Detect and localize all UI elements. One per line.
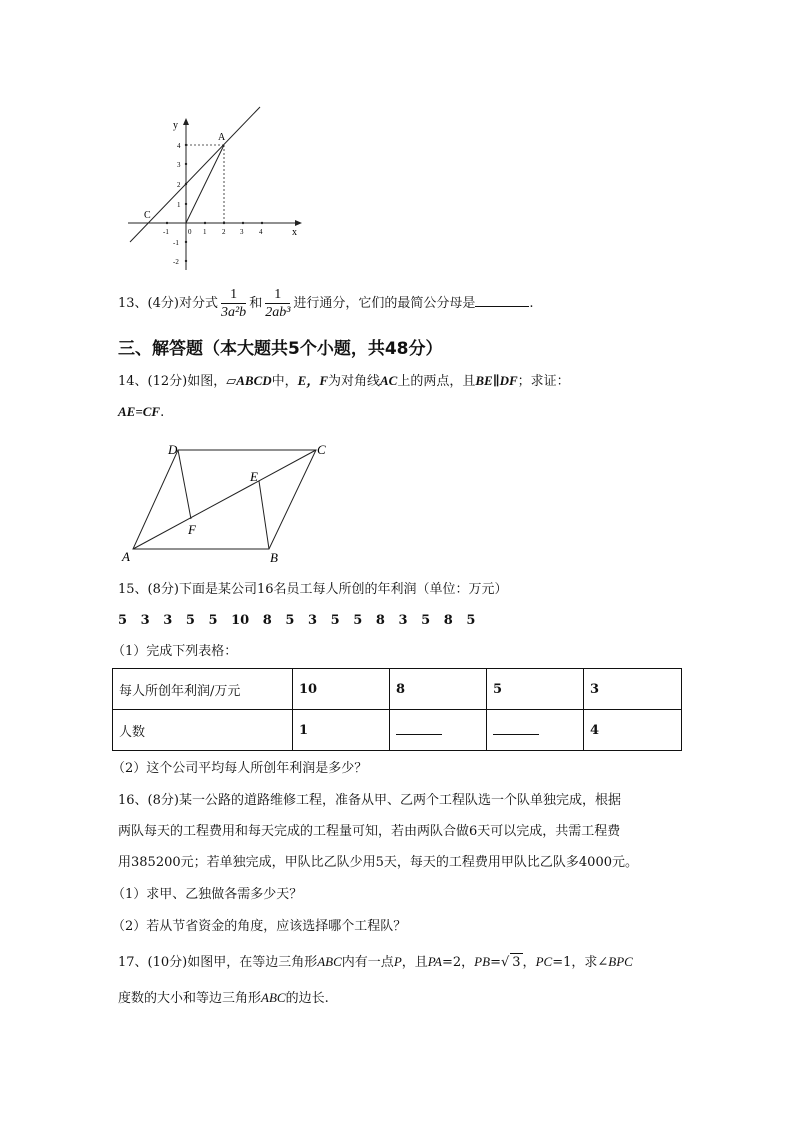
q17-triangle-abc: ABC bbox=[317, 954, 342, 969]
y-tick-label: -1 bbox=[173, 239, 179, 247]
y-axis-label: y bbox=[173, 120, 178, 131]
q14-proof-period: . bbox=[160, 405, 165, 420]
x-axis-arrow bbox=[295, 220, 302, 226]
q13-text-1: 对分式 bbox=[178, 296, 218, 311]
sqrt-symbol: √ bbox=[500, 955, 510, 970]
table-row bbox=[113, 669, 682, 710]
vertex-a-label: A bbox=[122, 549, 130, 564]
table-cell-blank[interactable] bbox=[487, 710, 584, 751]
y-axis-arrow bbox=[183, 118, 189, 125]
line-ca bbox=[130, 107, 260, 242]
fraction-1-denominator: 3a²b bbox=[220, 304, 247, 320]
q17-text-c: 内有一点 bbox=[341, 955, 394, 970]
q16-sub-1: （1）求甲、乙独做各需多少天？ bbox=[112, 887, 303, 902]
x-tick-mark bbox=[261, 222, 263, 224]
q17-text-k: ， bbox=[522, 955, 536, 970]
x-tick-label: -1 bbox=[163, 228, 169, 236]
y-tick-label: 3 bbox=[177, 161, 181, 169]
coordinate-graph bbox=[120, 100, 310, 275]
answer-blank bbox=[475, 294, 529, 307]
table-cell-blank[interactable] bbox=[390, 710, 487, 751]
line-oa bbox=[186, 145, 224, 223]
q17-text-a: 17、(10分)如图甲，在等边三角形 bbox=[118, 955, 318, 970]
q17-angle-bpc: BPC bbox=[608, 954, 633, 969]
q14-points-ef: E，F bbox=[297, 373, 328, 388]
y-tick-mark bbox=[185, 163, 187, 165]
fraction-2 bbox=[265, 287, 290, 321]
q16-sub-2: （2）若从节省资金的角度，应该选择哪个工程队？ bbox=[112, 919, 407, 934]
y-tick-label: -2 bbox=[173, 258, 179, 266]
q14-be-parallel-df: BE∥DF bbox=[475, 373, 518, 388]
x-tick-mark bbox=[242, 222, 244, 224]
y-tick-label: 1 bbox=[177, 201, 181, 209]
point-a-label: A bbox=[218, 132, 226, 143]
table-cell: 5 bbox=[487, 669, 584, 710]
q13-text-2: 和 bbox=[249, 296, 263, 311]
q17-text-e: ，且 bbox=[401, 955, 428, 970]
fraction-1-numerator: 1 bbox=[221, 287, 246, 304]
q15-sub-1: （1）完成下列表格： bbox=[112, 644, 238, 659]
fraction-1 bbox=[221, 287, 246, 321]
vertex-c-label: C bbox=[317, 442, 326, 457]
question-16-line-2: 两队每天的工程费用和每天完成的工程量可知，若由两队合做6天可以完成，共需工程费 bbox=[118, 824, 621, 839]
q14-text-a: 14、(12分)如图， bbox=[118, 374, 227, 389]
q13-text-4: . bbox=[529, 296, 534, 311]
q17-sqrt-value: 3 bbox=[512, 955, 521, 970]
x-tick-label: 0 bbox=[188, 228, 192, 236]
parallelogram-figure bbox=[118, 438, 338, 568]
point-e-label: E bbox=[250, 469, 258, 484]
y-tick-mark bbox=[185, 260, 187, 262]
diagonal-ac bbox=[133, 450, 316, 549]
question-17-line-2 bbox=[118, 989, 329, 1008]
q14-proof-target: AE=CF bbox=[118, 404, 161, 419]
table-header-cell: 人数 bbox=[113, 710, 293, 751]
question-14-line-1 bbox=[118, 372, 570, 391]
x-tick-mark bbox=[166, 222, 168, 224]
q14-text-e: 为对角线 bbox=[328, 374, 381, 389]
vertex-b-label: B bbox=[270, 550, 278, 565]
q17-pb: PB bbox=[474, 954, 491, 969]
x-tick-mark bbox=[204, 222, 206, 224]
table-header-cell: 每人所创年利润/万元 bbox=[113, 669, 293, 710]
answer-blank bbox=[396, 722, 442, 735]
x-axis-label: x bbox=[292, 227, 297, 238]
x-tick-label: 2 bbox=[222, 228, 226, 236]
q13-head: 13、(4分) bbox=[118, 296, 179, 311]
point-f-label: F bbox=[188, 522, 196, 537]
section-heading: 三、解答题（本大题共5个小题，共48分） bbox=[118, 339, 443, 359]
segment-be bbox=[259, 481, 269, 549]
q15-sub-2: （2）这个公司平均每人所创年利润是多少？ bbox=[112, 761, 368, 776]
q17-text-i: = bbox=[490, 955, 501, 970]
question-14-line-2 bbox=[118, 403, 164, 422]
question-16-line-1: 16、(8分)某一公路的道路维修工程，准备从甲、乙两个工程队选一个队单独完成，根据 bbox=[118, 793, 621, 808]
table-cell: 4 bbox=[584, 710, 682, 751]
q14-diagonal-ac: AC bbox=[380, 373, 398, 388]
q17-line2-abc: ABC bbox=[261, 990, 286, 1005]
y-tick-mark bbox=[185, 203, 187, 205]
q17-line2-c: 的边长. bbox=[285, 991, 329, 1006]
q17-pc: PC bbox=[535, 954, 553, 969]
point-c-label: C bbox=[144, 210, 151, 221]
q15-numbers: 5 3 3 5 5 10 8 5 3 5 5 8 3 5 8 5 bbox=[118, 613, 476, 628]
table-cell: 3 bbox=[584, 669, 682, 710]
q14-parallelogram: ▱ABCD bbox=[226, 373, 272, 388]
q17-line2-a: 度数的大小和等边三角形 bbox=[118, 991, 262, 1006]
table-cell: 8 bbox=[390, 669, 487, 710]
question-16-line-3: 用385200元；若单独完成，甲队比乙队少用5天，每天的工程费用甲队比乙队多4000元。 bbox=[118, 855, 638, 870]
table-cell: 1 bbox=[293, 710, 390, 751]
x-tick-label: 4 bbox=[259, 228, 263, 236]
q17-point-p: P bbox=[393, 954, 402, 969]
q17-text-g: =2， bbox=[442, 955, 475, 970]
fraction-2-numerator: 1 bbox=[265, 287, 290, 304]
q13-text-3: 进行通分，它们的最简公分母是 bbox=[293, 296, 476, 311]
q14-text-g: 上的两点，且 bbox=[397, 374, 476, 389]
table-row bbox=[113, 710, 682, 751]
answer-blank bbox=[493, 722, 539, 735]
fraction-2-denominator: 2ab³ bbox=[265, 304, 291, 320]
y-tick-label: 2 bbox=[177, 181, 181, 189]
x-tick-label: 3 bbox=[240, 228, 244, 236]
q14-text-c: 中， bbox=[271, 374, 298, 389]
question-15-line-1: 15、(8分)下面是某公司16名员工每人所创的年利润（单位：万元） bbox=[118, 582, 508, 597]
y-tick-label: 4 bbox=[177, 142, 181, 150]
q17-text-m: =1，求∠ bbox=[552, 955, 609, 970]
x-tick-label: 1 bbox=[203, 228, 207, 236]
q14-text-i: ；求证： bbox=[517, 374, 570, 389]
segment-df bbox=[178, 450, 191, 519]
vertex-d-label: D bbox=[168, 442, 178, 457]
q17-pa: PA bbox=[427, 954, 442, 969]
question-17-line-1 bbox=[118, 953, 633, 972]
y-tick-mark bbox=[185, 241, 187, 243]
question-13 bbox=[118, 286, 534, 322]
table-cell: 10 bbox=[293, 669, 390, 710]
profit-table bbox=[112, 668, 682, 751]
